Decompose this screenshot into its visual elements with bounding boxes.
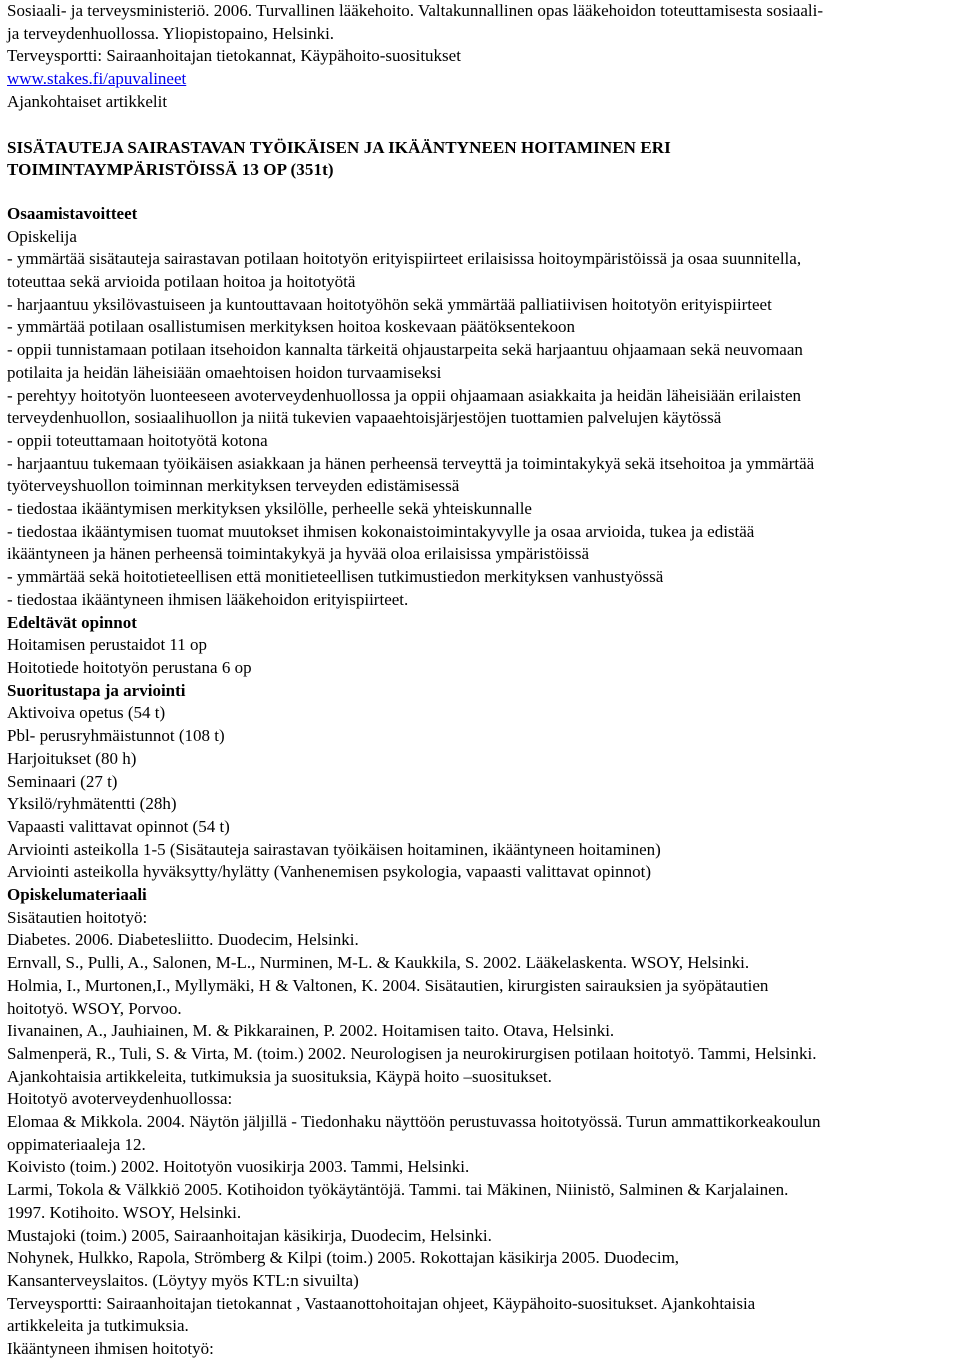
material-line: hoitotyö. WSOY, Porvoo. [7,998,182,1018]
material-line: Kansanterveyslaitos. (Löytyy myös KTL:n sivuilta) [7,1270,359,1290]
goal-line: - tiedostaa ikääntymisen merkityksen yksilölle, perheelle sekä yhteiskunnalle [7,499,532,519]
method-item: Vapaasti valittavat opinnot (54 t) [7,816,230,836]
prerequisite-item: Hoitamisen perustaidot 11 op [7,635,208,655]
method-heading: Suoritustapa ja arviointi [7,680,186,700]
method-section [7,680,954,884]
goal-line: - harjaantuu tukemaan työikäisen asiakkaan ja hänen perheensä terveyttä ja toimintakykyä sekä itsehoitoa ja ymmärtää [7,453,815,473]
goal-line: toteuttaa sekä arvioida potilaan hoitoa ja hoitotyötä [7,272,356,292]
material-heading: Opiskelumateriaali [7,885,147,905]
material-line: Sisätautien hoitotyö: [7,907,148,927]
method-item: Yksilö/ryhmätentti (28h) [7,794,177,814]
prerequisites-section [7,612,954,680]
material-line: Salmenperä, R., Tuli, S. & Virta, M. (toim.) 2002. Neurologisen ja neurokirurgisen potilaan hoitotyö. Tammi, Helsinki. [7,1043,817,1063]
material-line: Ajankohtaisia artikkeleita, tutkimuksia ja suosituksia, Käypä hoito –suositukset. [7,1066,552,1086]
reference-line: ja terveydenhuollossa. Yliopistopaino, Helsinki. [7,23,335,43]
method-item: Harjoitukset (80 h) [7,748,137,768]
goal-line: - ymmärtää potilaan osallistumisen merkityksen hoitoa koskevaan päätöksentekoon [7,317,575,337]
course-title-line: SISÄTAUTEJA SAIRASTAVAN TYÖIKÄISEN JA IKÄÄNTYNEEN HOITAMINEN ERI [7,137,671,157]
material-line: Koivisto (toim.) 2002. Hoitotyön vuosikirja 2003. Tammi, Helsinki. [7,1157,470,1177]
material-line: Ernvall, S., Pulli, A., Salonen, M-L., Nurminen, M-L. & Kaukkila, S. 2002. Lääkelaskenta. WSOY, Helsinki. [7,953,750,973]
stakes-link-line[interactable] [7,68,954,91]
top-references [7,0,954,114]
material-line: oppimateriaaleja 12. [7,1134,146,1154]
goals-heading: Osaamistavoitteet [7,203,138,223]
goal-line: - tiedostaa ikääntymisen tuomat muutokset ihmisen kokonaistoimintakyvylle ja osaa arvioida, tukea ja edistää [7,521,755,541]
goal-line: - oppii tunnistamaan potilaan itsehoidon kannalta tärkeitä ohjaustarpeita sekä harjaantuu ohjaamaan sekä neuvomaan [7,340,803,360]
goal-line: - ymmärtää sekä hoitotieteellisen että monitieteellisen tutkimustiedon merkityksen vanhustyössä [7,567,664,587]
goal-line: terveydenhuollon, sosiaalihuollon ja niitä tukevien vapaaehtoisjärjestöjen tuottamien palvelujen käytössä [7,408,722,428]
material-line: Elomaa & Mikkola. 2004. Näytön jäljillä - Tiedonhaku näyttöön perustuvassa hoitotyössä. Turun ammattikorkeakoulun [7,1112,821,1132]
method-item: Arviointi asteikolla hyväksytty/hylätty (Vanhenemisen psykologia, vapaasti valittavat opinnot) [7,862,651,882]
goal-line: - oppii toteuttamaan hoitotyötä kotona [7,430,268,450]
current-articles: Ajankohtaiset artikkelit [7,91,168,111]
goals-section [7,203,954,612]
material-section [7,884,954,1361]
stakes-link-part1[interactable]: www.stakes. [7,69,93,89]
reference-line: Sosiaali- ja terveysministeriö. 2006. Turvallinen lääkehoito. Valtakunnallinen opas lääkehoidon toteuttamisesta sosiaali- [7,1,823,20]
material-line: 1997. Kotihoito. WSOY, Helsinki. [7,1202,242,1222]
prerequisite-item: Hoitotiede hoitotyön perustana 6 op [7,657,252,677]
material-line: Terveysportti: Sairaanhoitajan tietokannat , Vastaanottohoitajan ohjeet, Käypähoito-suositukset. Ajankohtaisia [7,1293,756,1313]
material-line: Iivanainen, A., Jauhiainen, M. & Pikkarainen, P. 2002. Hoitamisen taito. Otava, Helsinki. [7,1021,615,1041]
prerequisites-heading: Edeltävät opinnot [7,612,137,632]
method-item: Seminaari (27 t) [7,771,118,791]
goals-list [7,248,954,611]
stakes-link-part2[interactable]: fi/apuvalineet [92,69,187,89]
material-line: Holmia, I., Murtonen,I., Myllymäki, H & Valtonen, K. 2004. Sisätautien, kirurgisten sairauksien ja syöpätautien [7,975,769,995]
material-line: Larmi, Tokola & Välkkiö 2005. Kotihoidon työkäytäntöjä. Tammi. tai Mäkinen, Niinistö, Salminen & Karjalainen. [7,1180,789,1200]
material-line: Diabetes. 2006. Diabetesliitto. Duodecim, Helsinki. [7,930,359,950]
goal-line: työterveyshuollon toiminnan merkityksen terveyden edistämisessä [7,476,460,496]
method-item: Pbl- perusryhmäistunnot (108 t) [7,726,225,746]
goal-line: - harjaantuu yksilövastuiseen ja kuntouttavaan hoitotyöhön sekä ymmärtää palliatiivisen hoitotyön erityispiirteet [7,294,772,314]
student-label: Opiskelija [7,226,77,246]
material-line: Ikääntyneen ihmisen hoitotyö: [7,1339,214,1359]
goal-line: potilaita ja heidän läheisiään omaehtoisen hoidon turvaamiseksi [7,362,442,382]
material-line: Hoitotyö avoterveydenhuollossa: [7,1089,233,1109]
material-line: Mustajoki (toim.) 2005, Sairaanhoitajan käsikirja, Duodecim, Helsinki. [7,1225,492,1245]
course-title-line: TOIMINTAYMPÄRISTÖISSÄ 13 OP (351t) [7,160,334,180]
material-line: artikkeleita ja tutkimuksia. [7,1316,189,1336]
course-title [7,137,954,182]
goal-line: - tiedostaa ikääntyneen ihmisen lääkehoidon erityispiirteet. [7,589,409,609]
method-item: Aktivoiva opetus (54 t) [7,703,166,723]
goal-line: - perehtyy hoitotyön luonteeseen avoterveydenhuollossa ja oppii ohjaamaan asiakkaita ja heidän läheisiään erilaisten [7,385,802,405]
material-line: Nohynek, Hulkko, Rapola, Strömberg & Kilpi (toim.) 2005. Rokottajan käsikirja 2005. Duodecim, [7,1248,680,1268]
method-item: Arviointi asteikolla 1-5 (Sisätauteja sairastavan työikäisen hoitaminen, ikääntyneen hoitaminen) [7,839,661,859]
reference-line: Terveysportti: Sairaanhoitajan tietokannat, Käypähoito-suositukset [7,46,461,66]
goal-line: ikääntyneen ja hänen perheensä toimintakykyä ja hyvää oloa erilaisissa ympäristöissä [7,544,590,564]
goal-line: - ymmärtää sisätauteja sairastavan potilaan hoitotyön erityispiirteet erilaisissa hoitoympäristöissä ja osaa suunnitella, [7,249,802,269]
